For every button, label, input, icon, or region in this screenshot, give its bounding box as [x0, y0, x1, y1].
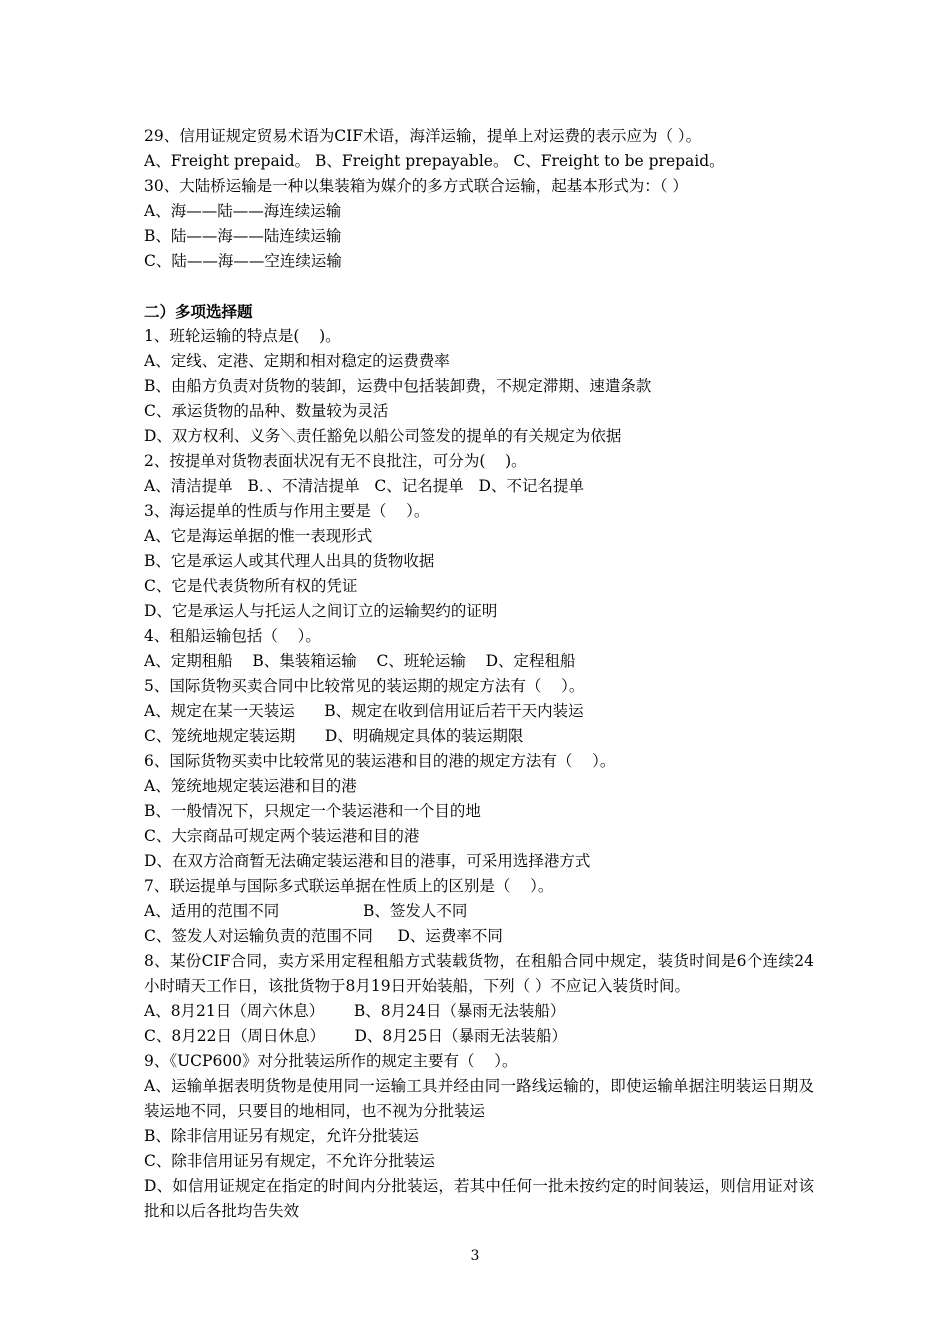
mq-9-option-b: B、除非信用证另有规定，允许分批装运	[144, 1127, 419, 1145]
mq-4: 4、租船运输包括（ ）。	[144, 627, 321, 645]
mq-7: 7、联运提单与国际多式联运单据在性质上的区别是（ ）。	[144, 877, 554, 895]
mq-1-option-b: B、由船方负责对货物的装卸，运费中包括装卸费，不规定滞期、速遣条款	[144, 377, 652, 395]
mq-5-options-cd: C、笼统地规定装运期 D、明确规定具体的装运期限	[144, 727, 524, 745]
mq-7-options-ab: A、适用的范围不同 B、签发人不同	[144, 902, 468, 920]
mq-3-option-a: A、它是海运单据的惟一表现形式	[144, 527, 373, 545]
question-29: 29、信用证规定贸易术语为CIF术语，海洋运输，提单上对运费的表示应为（ ）。	[144, 127, 702, 145]
blank-line	[144, 274, 814, 299]
mq-3-option-d: D、它是承运人与托运人之间订立的运输契约的证明	[144, 602, 498, 620]
question-30-option-a: A、海——陆——海连续运输	[144, 202, 342, 220]
page-content	[144, 124, 814, 1224]
mq-5-options-ab: A、规定在某一天装运 B、规定在收到信用证后若干天内装运	[144, 702, 584, 720]
mq-7-options-cd: C、签发人对运输负责的范围不同 D、运费率不同	[144, 927, 503, 945]
mq-9: 9、《UCP600》对分批装运所作的规定主要有（ ）。	[144, 1052, 518, 1070]
question-29-options: A、Freight prepaid。 B、Freight prepayable。 C、Freight to be prepaid。	[144, 152, 725, 170]
mq-8-options-ab: A、8月21日（周六休息） B、8月24日（暴雨无法装船）	[144, 1002, 566, 1020]
mq-1: 1、班轮运输的特点是( )。	[144, 327, 341, 345]
mq-1-option-c: C、承运货物的品种、数量较为灵活	[144, 402, 389, 420]
mq-9-option-a: A、运输单据表明货物是使用同一运输工具并经由同一路线运输的，即使运输单据注明装运日期及装运地不同，只要目的地相同，也不视为分批装运	[144, 1077, 814, 1120]
mq-6-option-d: D、在双方洽商暂无法确定装运港和目的港事，可采用选择港方式	[144, 852, 591, 870]
mq-2: 2、按提单对货物表面状况有无不良批注，可分为( )。	[144, 452, 527, 470]
mq-8: 8、某份CIF合同，卖方采用定程租船方式装载货物，在租船合同中规定，装货时间是6个连续24小时晴天工作日，该批货物于8月19日开始装船，下列（ ）不应记入装货时间。	[144, 952, 814, 995]
mq-5: 5、国际货物买卖合同中比较常见的装运期的规定方法有（ ）。	[144, 677, 585, 695]
mq-4-options: A、定期租船 B、集装箱运输 C、班轮运输 D、定程租船	[144, 652, 576, 670]
mq-6-option-b: B、一般情况下，只规定一个装运港和一个目的地	[144, 802, 481, 820]
section-heading: 二）多项选择题	[144, 302, 253, 321]
mq-6: 6、国际货物买卖中比较常见的装运港和目的港的规定方法有（ ）。	[144, 752, 616, 770]
mq-9-option-d: D、如信用证规定在指定的时间内分批装运，若其中任何一批未按约定的时间装运，则信用证对该批和以后各批均告失效	[144, 1177, 814, 1220]
question-30: 30、大陆桥运输是一种以集装箱为媒介的多方式联合运输，起基本形式为：（ ）	[144, 177, 688, 195]
mq-2-options: A、清洁提单 B．、不清洁提单 C、记名提单 D、不记名提单	[144, 477, 584, 495]
page-number: 3	[470, 1248, 480, 1264]
mq-3: 3、海运提单的性质与作用主要是（ ）。	[144, 502, 430, 520]
mq-8-options-cd: C、8月22日（周日休息） D、8月25日（暴雨无法装船）	[144, 1027, 568, 1045]
question-30-option-b: B、陆——海——陆连续运输	[144, 227, 342, 245]
mq-3-option-b: B、它是承运人或其代理人出具的货物收据	[144, 552, 435, 570]
mq-6-option-c: C、大宗商品可规定两个装运港和目的港	[144, 827, 420, 845]
question-30-option-c: C、陆——海——空连续运输	[144, 252, 342, 270]
mq-9-option-c: C、除非信用证另有规定，不允许分批装运	[144, 1152, 435, 1170]
mq-1-option-d: D、双方权利、义务＼责任豁免以船公司签发的提单的有关规定为依据	[144, 427, 622, 445]
mq-6-option-a: A、笼统地规定装运港和目的港	[144, 777, 357, 795]
mq-3-option-c: C、它是代表货物所有权的凭证	[144, 577, 358, 595]
mq-1-option-a: A、定线、定港、定期和相对稳定的运费费率	[144, 352, 450, 370]
